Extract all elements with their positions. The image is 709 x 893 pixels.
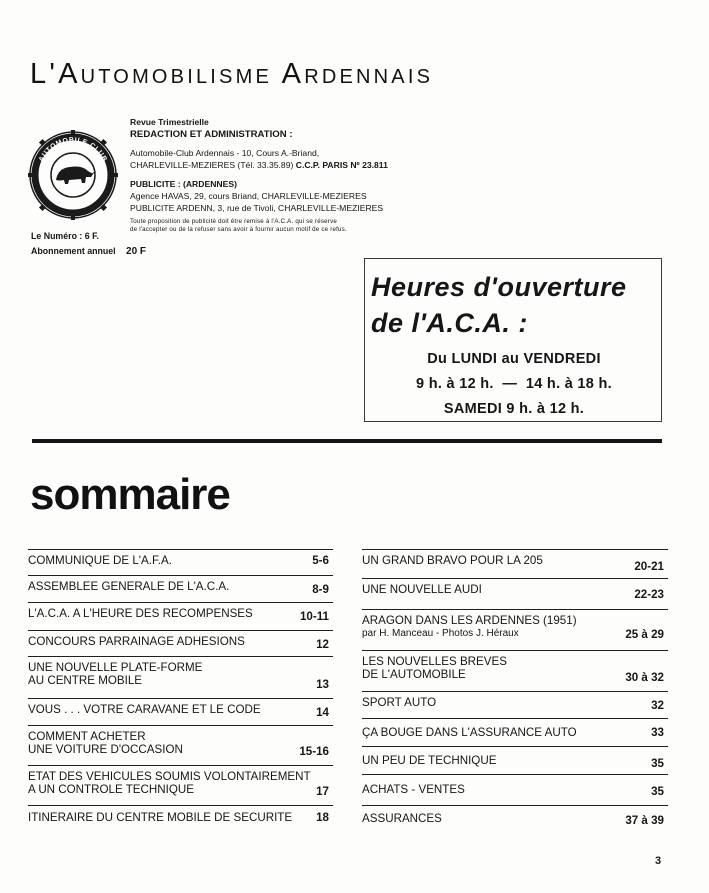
single-issue-label: Le Numéro : xyxy=(31,231,83,241)
opening-hours-box xyxy=(364,258,662,422)
toc-entry-pages: 33 xyxy=(651,726,664,739)
toc-entry-pages: 15-16 xyxy=(299,745,329,758)
club-city-phone: CHARLEVILLE-MEZIERES (Tél. 33.35.89) xyxy=(130,159,294,170)
page-number: 3 xyxy=(655,855,662,867)
toc-entry-pages: 30 à 32 xyxy=(625,671,664,684)
toc-entry-pages: 17 xyxy=(316,785,329,798)
toc-entry-title: CONCOURS PARRAINAGE ADHESIONS xyxy=(28,635,245,648)
toc-entry-title xyxy=(28,661,202,687)
saturday-times: SAMEDI 9 h. à 12 h. xyxy=(443,401,585,417)
toc-entry-title-line1: UNE NOUVELLE PLATE-FORME xyxy=(28,661,203,674)
toc-entry-title: SPORT AUTO xyxy=(362,696,437,709)
toc-entry-title-line1: ARAGON DANS LES ARDENNES (1951) xyxy=(362,614,577,627)
advertising-notice-line1: Toute proposition de publicité doit être remise à l'A.C.A. qui se réserve xyxy=(130,218,338,226)
admin-heading: REDACTION ET ADMINISTRATION : xyxy=(130,128,293,140)
svg-text:ARDENNAIS: ARDENNAIS xyxy=(50,191,96,207)
club-ccp: C.C.P. PARIS Nº 23.811 xyxy=(295,159,388,170)
toc-entry xyxy=(362,549,668,578)
toc-entry xyxy=(362,718,668,745)
toc-entry xyxy=(362,691,668,718)
toc-entry-title: ÇA BOUGE DANS L'ASSURANCE AUTO xyxy=(362,726,577,739)
single-issue-value: 6 F. xyxy=(84,231,99,241)
svg-text:AUTOMOBILE CLUB: AUTOMOBILE CLUB xyxy=(38,136,108,164)
advertising-notice-line2: de l'accepter ou de la refuser sans avoir à fournir aucun motif de ce refus. xyxy=(130,226,347,234)
toc-entry-title xyxy=(28,730,183,756)
toc-entry xyxy=(362,774,668,805)
single-issue-price xyxy=(31,231,99,241)
toc-entry-subtitle: par H. Manceau - Photos J. Héraux xyxy=(362,628,519,639)
opening-hours-title-line1: Heures d'ouverture xyxy=(371,272,627,302)
toc-entry-title: ACHATS - VENTES xyxy=(362,783,465,796)
toc-entry-title: UN PEU DE TECHNIQUE xyxy=(362,754,497,767)
club-emblem-logo xyxy=(28,130,118,220)
toc-entry-pages: 8-9 xyxy=(312,583,329,596)
club-address-line1: Automobile-Club Ardennais - 10, Cours A.-Briand, xyxy=(130,148,320,159)
subscription-label: Abonnement annuel xyxy=(31,246,116,256)
toc-entry-title-line2: A UN CONTROLE TECHNIQUE xyxy=(28,783,194,796)
toc-entry-title: ASSEMBLEE GENERALE DE L'A.C.A. xyxy=(28,580,230,593)
toc-entry-title-line1: ETAT DES VEHICULES SOUMIS VOLONTAIREMENT xyxy=(28,770,311,783)
publication-info xyxy=(130,117,450,234)
toc-entry-pages: 35 xyxy=(651,757,664,770)
frequency-text: Revue Trimestrielle xyxy=(130,117,209,127)
toc-entry xyxy=(362,746,668,773)
toc-entry-title: ITINERAIRE DU CENTRE MOBILE DE SECURITE xyxy=(28,811,293,824)
toc-entry-title-line2: AU CENTRE MOBILE xyxy=(28,674,143,687)
toc-entry-title: VOUS . . . VOTRE CARAVANE ET LE CODE xyxy=(28,703,261,716)
section-divider xyxy=(32,439,662,443)
toc-entry xyxy=(362,578,668,607)
toc-entry xyxy=(28,656,333,697)
advertising-line2: PUBLICITE ARDENN, 3, rue de Tivoli, CHARLEVILLE-MEZIERES xyxy=(130,202,384,213)
toc-entry-title-line1: LES NOUVELLES BREVES xyxy=(362,655,507,668)
toc-entry-title-line1: COMMENT ACHETER xyxy=(28,730,146,743)
toc-entry xyxy=(362,805,668,832)
toc-entry-pages: 22-23 xyxy=(634,588,664,601)
toc-entry xyxy=(362,609,668,650)
toc-entry-pages: 10-11 xyxy=(299,610,329,623)
contents-heading: sommaire xyxy=(30,470,230,519)
toc-entry-pages: 20-21 xyxy=(634,560,664,573)
toc-entry-pages: 32 xyxy=(651,699,664,712)
subscription-value: 20 F xyxy=(126,246,147,257)
toc-entry xyxy=(28,630,333,657)
opening-hours-title xyxy=(371,269,661,341)
club-address-line2 xyxy=(130,160,450,172)
toc-entry-title xyxy=(28,770,311,796)
subscription-price xyxy=(31,246,146,257)
toc-entry-title: UN GRAND BRAVO POUR LA 205 xyxy=(362,554,543,567)
opening-days: Du LUNDI au VENDREDI xyxy=(427,351,601,367)
toc-entry-title xyxy=(362,614,577,640)
toc-entry-pages: 18 xyxy=(316,811,329,824)
opening-hours-title-line2: de l'A.C.A. : xyxy=(371,308,528,338)
toc-entry-pages: 12 xyxy=(316,638,329,651)
toc-entry-pages: 25 à 29 xyxy=(625,628,664,641)
toc-entry-title xyxy=(362,655,507,681)
toc-entry-title-line2: UNE VOITURE D'OCCASION xyxy=(28,743,183,756)
toc-entry xyxy=(28,575,333,602)
toc-entry xyxy=(28,602,333,629)
toc-entry-pages: 5-6 xyxy=(312,554,329,567)
toc-entry xyxy=(28,549,333,576)
toc-entry-title: ASSURANCES xyxy=(362,812,442,825)
advertising-line1: Agence HAVAS, 29, cours Briand, CHARLEVILLE-MEZIERES xyxy=(130,190,367,201)
weekday-times: 9 h. à 12 h. — 14 h. à 18 h. xyxy=(416,376,612,392)
toc-entry xyxy=(362,650,668,691)
toc-entry-pages: 35 xyxy=(651,785,664,798)
toc-entry xyxy=(28,805,333,832)
toc-entry xyxy=(28,725,333,766)
toc-entry-pages: 14 xyxy=(316,706,329,719)
toc-entry xyxy=(28,765,333,806)
toc-entry xyxy=(28,698,333,725)
advertising-heading: PUBLICITE : (ARDENNES) xyxy=(130,179,237,190)
toc-entry-title: COMMUNIQUE DE L'A.F.A. xyxy=(28,554,172,567)
masthead-title: L'Automobilisme Ardennais xyxy=(30,58,434,90)
toc-entry-pages: 13 xyxy=(316,678,329,691)
toc-entry-title: UNE NOUVELLE AUDI xyxy=(362,583,482,596)
toc-entry-title: L'A.C.A. A L'HEURE DES RECOMPENSES xyxy=(28,607,253,620)
toc-entry-pages: 37 à 39 xyxy=(625,814,664,827)
toc-entry-title-line2: DE L'AUTOMOBILE xyxy=(362,668,466,681)
